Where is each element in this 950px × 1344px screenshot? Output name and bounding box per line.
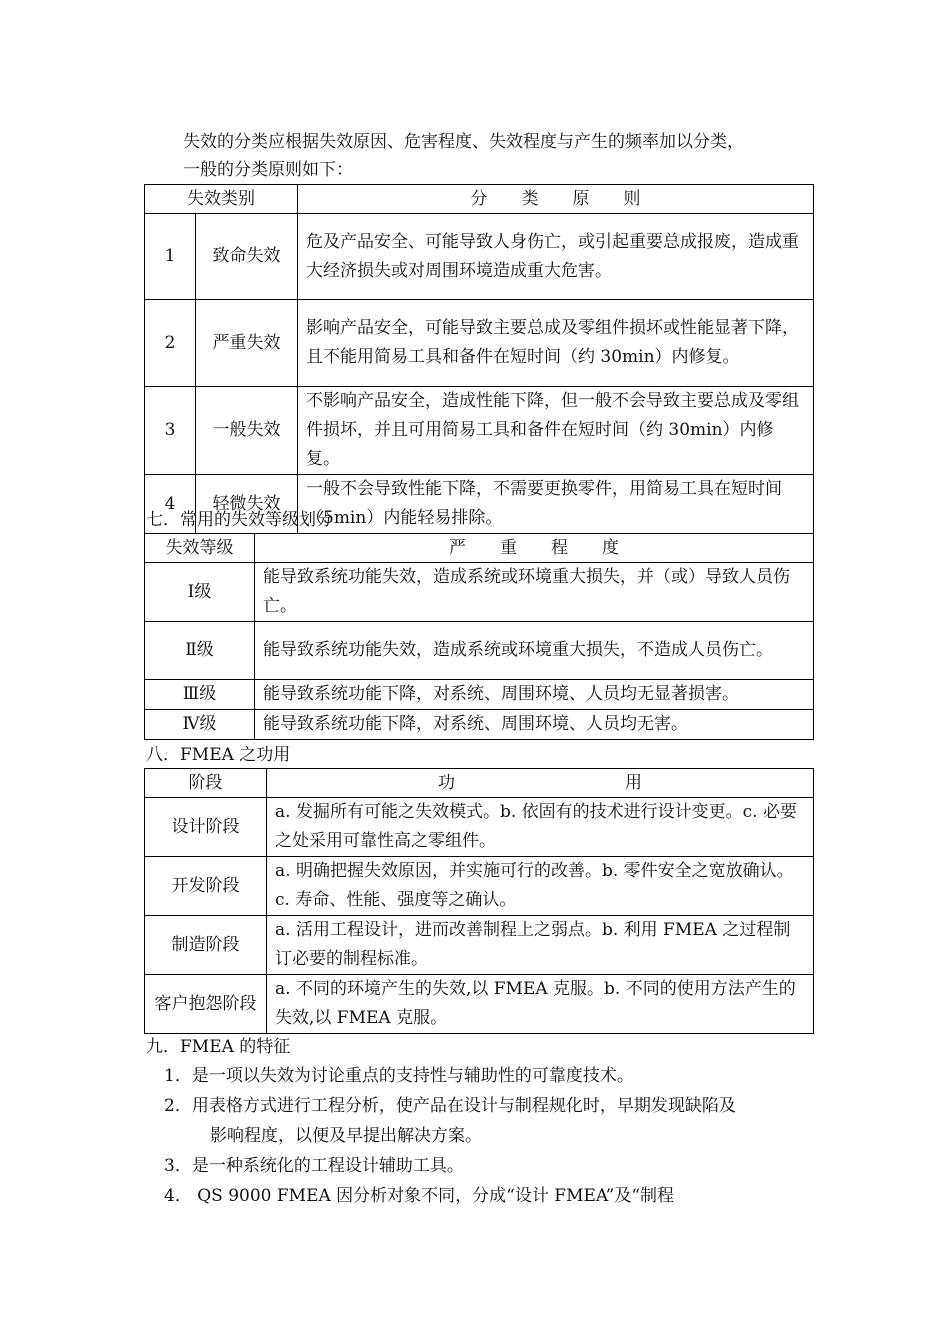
feature-list bbox=[164, 1061, 814, 1211]
list-item bbox=[164, 1181, 814, 1211]
header-failure-level: 失效等级 bbox=[145, 534, 255, 563]
failure-level-table bbox=[144, 533, 814, 740]
failure-level: Ⅲ级 bbox=[145, 680, 255, 710]
list-item-number: 3． bbox=[164, 1156, 192, 1176]
list-item-number: 4． bbox=[164, 1186, 192, 1206]
fmea-function-table bbox=[144, 768, 814, 1034]
failure-type: 一般失效 bbox=[196, 387, 298, 475]
list-item-continuation: 影响程度，以便及早提出解决方案。 bbox=[210, 1126, 482, 1146]
failure-description: 一般不会导致性能下降，不需要更换零件，用简易工具在短时间（5min）内能轻易排除。 bbox=[298, 475, 814, 534]
table-row bbox=[145, 214, 814, 300]
list-item-number: 1． bbox=[164, 1066, 192, 1086]
intro-line-2: 一般的分类原则如下： bbox=[183, 160, 353, 180]
list-item-number: 2． bbox=[164, 1096, 192, 1116]
table-row bbox=[145, 563, 814, 622]
row-number: 1 bbox=[145, 214, 196, 300]
table-header-row bbox=[145, 769, 814, 798]
list-item bbox=[164, 1151, 814, 1181]
table-row bbox=[145, 798, 814, 857]
stage-name: 开发阶段 bbox=[145, 857, 267, 916]
severity-description: 能导致系统功能失效，造成系统或环境重大损失，并（或）导致人员伤亡。 bbox=[255, 563, 814, 622]
list-item bbox=[164, 1091, 814, 1151]
table-row bbox=[145, 300, 814, 387]
section-7-heading: 七．常用的失效等级划分 bbox=[146, 510, 333, 530]
table-row bbox=[145, 916, 814, 975]
header-function: 功 用 bbox=[267, 769, 814, 798]
table-header-row bbox=[145, 185, 814, 214]
header-severity: 严 重 程 度 bbox=[255, 534, 814, 563]
stage-function: a. 活用工程设计，进而改善制程上之弱点。b. 利用 FMEA 之过程制订必要的制程标准。 bbox=[267, 916, 814, 975]
stage-name: 客户抱怨阶段 bbox=[145, 975, 267, 1034]
failure-description: 不影响产品安全，造成性能下降，但一般不会导致主要总成及零组件损坏，并且可用简易工具和备件在短时间（约 30min）内修复。 bbox=[298, 387, 814, 475]
header-failure-category: 失效类别 bbox=[145, 185, 298, 214]
severity-description: 能导致系统功能失效，造成系统或环境重大损失，不造成人员伤亡。 bbox=[255, 622, 814, 680]
list-item bbox=[164, 1061, 814, 1091]
table-header-row bbox=[145, 534, 814, 563]
stage-function: a. 发掘所有可能之失效模式。b. 依固有的技术进行设计变更。c. 必要之处采用可靠性高之零组件。 bbox=[267, 798, 814, 857]
intro-line-1: 失效的分类应根据失效原因、危害程度、失效程度与产生的频率加以分类， bbox=[183, 132, 744, 152]
failure-description: 影响产品安全，可能导致主要总成及零组件损坏或性能显著下降，且不能用简易工具和备件在短时间（约 30min）内修复。 bbox=[298, 300, 814, 387]
failure-type: 致命失效 bbox=[196, 214, 298, 300]
list-item-text: 是一种系统化的工程设计辅助工具。 bbox=[191, 1156, 464, 1176]
table-row bbox=[145, 857, 814, 916]
section-9-heading: 九．FMEA 的特征 bbox=[146, 1037, 291, 1057]
severity-description: 能导致系统功能下降，对系统、周围环境、人员均无显著损害。 bbox=[255, 680, 814, 710]
stage-name: 设计阶段 bbox=[145, 798, 267, 857]
failure-level: Ⅳ级 bbox=[145, 710, 255, 740]
section-8-heading: 八．FMEA 之功用 bbox=[146, 745, 291, 765]
table-row bbox=[145, 710, 814, 740]
failure-level: Ⅱ级 bbox=[145, 622, 255, 680]
row-number: 4 bbox=[145, 475, 196, 534]
list-item-text: 用表格方式进行工程分析，使产品在设计与制程规化时，早期发现缺陷及 bbox=[191, 1096, 736, 1116]
table-row bbox=[145, 387, 814, 475]
failure-level: Ⅰ级 bbox=[145, 563, 255, 622]
header-stage: 阶段 bbox=[145, 769, 267, 798]
header-classification-principle: 分 类 原 则 bbox=[298, 185, 814, 214]
failure-type: 严重失效 bbox=[196, 300, 298, 387]
failure-classification-table bbox=[144, 184, 814, 534]
stage-function: a. 不同的环境产生的失效,以 FMEA 克服。b. 不同的使用方法产生的失效,以 FMEA 克服。 bbox=[267, 975, 814, 1034]
failure-description: 危及产品安全、可能导致人身伤亡，或引起重要总成报废，造成重大经济损失或对周围环境造成重大危害。 bbox=[298, 214, 814, 300]
table-row bbox=[145, 975, 814, 1034]
stage-name: 制造阶段 bbox=[145, 916, 267, 975]
failure-type: 轻微失效 bbox=[196, 475, 298, 534]
row-number: 2 bbox=[145, 300, 196, 387]
table-row bbox=[145, 680, 814, 710]
severity-description: 能导致系统功能下降，对系统、周围环境、人员均无害。 bbox=[255, 710, 814, 740]
row-number: 3 bbox=[145, 387, 196, 475]
list-item-text: QS 9000 FMEA 因分析对象不同，分成“设计 FMEA”及“制程 bbox=[191, 1186, 675, 1206]
intro-paragraph bbox=[183, 128, 813, 184]
table-row bbox=[145, 622, 814, 680]
stage-function: a. 明确把握失效原因，并实施可行的改善。b. 零件安全之宽放确认。c. 寿命、性能、强度等之确认。 bbox=[267, 857, 814, 916]
list-item-text: 是一项以失效为讨论重点的支持性与辅助性的可靠度技术。 bbox=[191, 1066, 634, 1086]
